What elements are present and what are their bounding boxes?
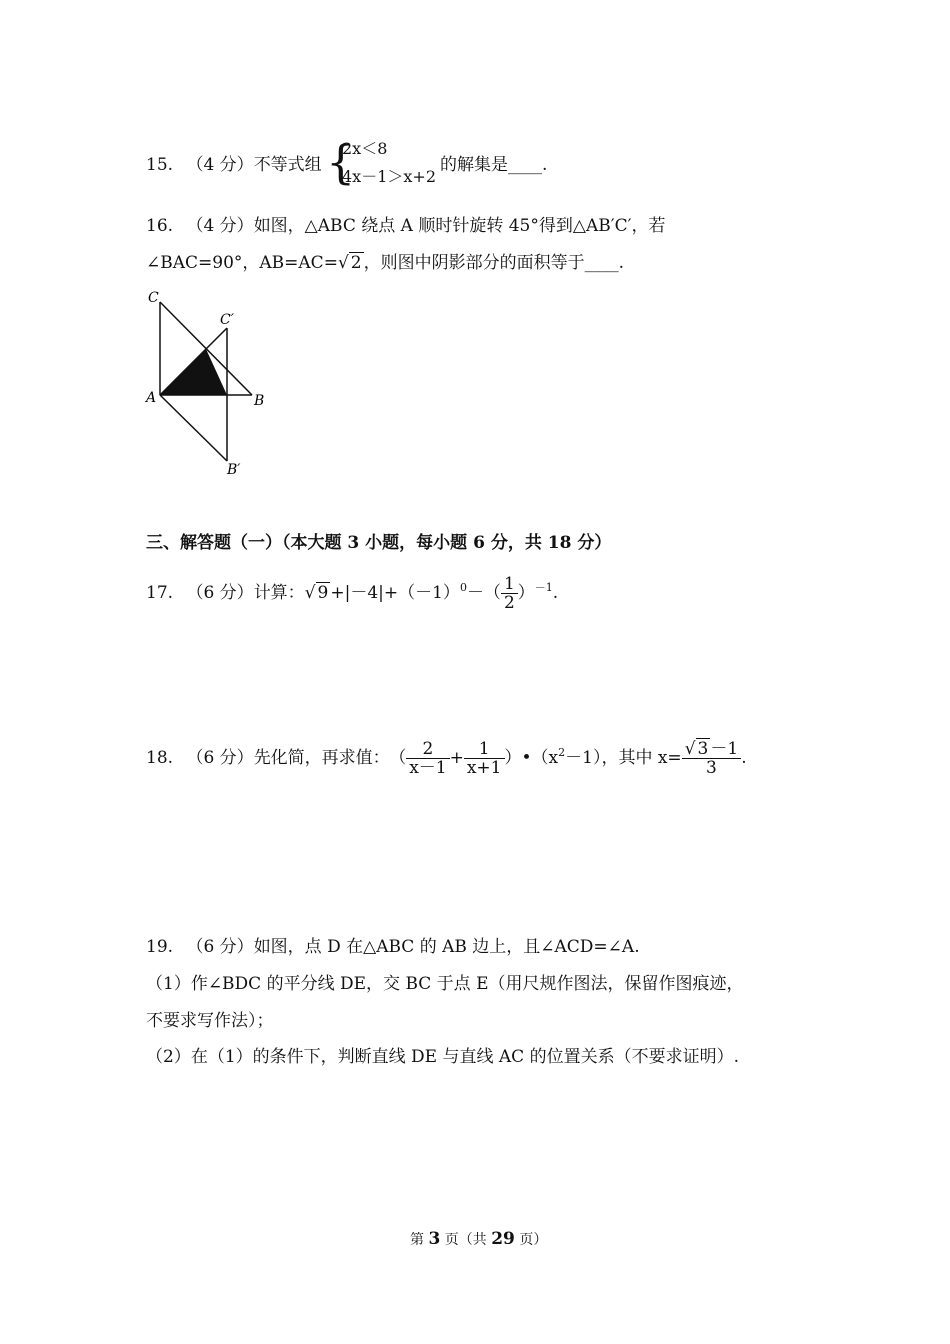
q18-fraction-1 [406, 740, 449, 777]
footer-suffix: 页） [514, 1232, 548, 1248]
q18-x-radicand: 3 [697, 739, 709, 759]
q18 [146, 735, 747, 777]
footer-page-number: 3 [428, 1229, 441, 1249]
q18-x-num-rest: －1 [710, 739, 739, 759]
q19-number: 19. [146, 937, 174, 957]
q16-sqrt: √ 2 [337, 253, 362, 273]
q17-number: 17. [146, 583, 174, 603]
q18-exp2: 2 [558, 746, 566, 759]
q18-plus: + [449, 748, 464, 768]
q15 [146, 150, 322, 175]
section3-heading: 三、解答题（一）（本大题 3 小题，每小题 6 分，共 18 分） [146, 533, 612, 553]
page-footer [410, 1229, 547, 1249]
footer-prefix: 第 [410, 1232, 429, 1248]
q19-score: （6 分） [186, 937, 254, 957]
q17-expr: +|－4|+（－1） [330, 583, 460, 603]
q15-score: （4 分） [186, 155, 254, 175]
q17-fraction [501, 575, 518, 612]
label-B-prime: B′ [227, 462, 241, 478]
q18-frac1-den: x－1 [409, 758, 447, 778]
q17-exp0: 0 [459, 581, 467, 594]
footer-middle: 页（共 [440, 1232, 492, 1248]
q19-text: 如图，点 D 在△ABC 的 AB 边上，且∠ACD=∠A. [253, 937, 640, 957]
q18-fraction-2 [464, 740, 505, 777]
q16-line1 [146, 211, 665, 236]
q17-end: . [552, 583, 559, 603]
q18-frac2-num: 1 [464, 740, 505, 759]
q18-paren-open: （ [397, 748, 407, 768]
q19-part2: （2）在（1）的条件下，判断直线 DE 与直线 AC 的位置关系（不要求证明）. [146, 1047, 739, 1067]
shaded-region [160, 349, 227, 395]
q16-radicand: 2 [350, 253, 362, 273]
q17-paren: ） [517, 583, 535, 603]
q17-minus: －（ [466, 583, 501, 603]
label-A: A [146, 390, 157, 406]
q16-figure [140, 288, 280, 478]
segment-AB-prime [160, 395, 227, 461]
q18-number: 18. [146, 748, 174, 768]
q17 [146, 570, 558, 612]
q16-text: 如图，△ABC 绕点 A 顺时针旋转 45°得到△AB′C′，若 [253, 216, 666, 236]
q19-line1 [146, 932, 640, 957]
q17-frac-num: 1 [501, 575, 518, 594]
q15-text-after: 的解集是____. [440, 155, 548, 175]
q18-score: （6 分） [186, 748, 254, 768]
q18-end: . [741, 748, 747, 768]
q16-line2 [146, 248, 624, 273]
q18-x-value [682, 740, 742, 777]
q17-text: 计算： [253, 583, 305, 603]
q19-part1-line1: （1）作∠BDC 的平分线 DE，交 BC 于点 E（用尺规作图法，保留作图痕迹， [146, 974, 744, 994]
q16-question: ，则图中阴影部分的面积等于____. [363, 253, 625, 273]
q18-frac1-num: 2 [406, 740, 449, 759]
label-C-prime: C′ [220, 312, 234, 328]
label-C: C [148, 290, 159, 306]
q15-inequality-1: 2x＜8 [342, 139, 388, 158]
q18-mult: ）•（x [504, 748, 559, 768]
q16-score: （4 分） [186, 216, 254, 236]
q18-after-exp: －1），其中 x= [565, 748, 682, 768]
q17-radicand: 9 [317, 583, 329, 603]
q15-number: 15. [146, 155, 174, 175]
label-B: B [254, 393, 265, 409]
q17-score: （6 分） [186, 583, 254, 603]
q15-brace: { [326, 135, 356, 189]
q18-x-den: 3 [706, 758, 717, 778]
footer-total-pages: 29 [491, 1229, 515, 1249]
q17-frac-den: 2 [503, 593, 515, 613]
q18-frac2-den: x+1 [466, 758, 502, 778]
q18-text: 先化简，再求值： [253, 748, 390, 768]
q16-condition: ∠BAC=90°，AB=AC= [146, 253, 338, 273]
q17-exp-neg1: －1 [534, 581, 553, 594]
q15-inequality-2: 4x－1＞x+2 [342, 167, 436, 186]
q16-number: 16. [146, 216, 174, 236]
q17-sqrt: √ 9 [304, 583, 329, 603]
q15-text-before: 不等式组 [253, 155, 322, 175]
q18-x-num [682, 740, 742, 759]
q18-sqrt: √ 3 [684, 739, 709, 759]
q19-part1-line2: 不要求写作法）； [146, 1011, 274, 1031]
